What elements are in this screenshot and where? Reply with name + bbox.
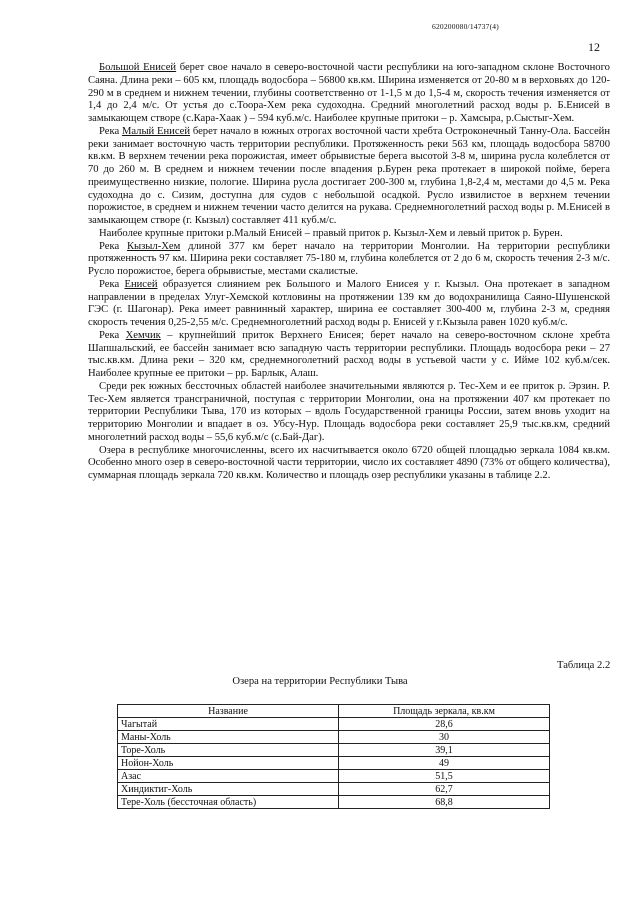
lake-name: Торе-Холь	[118, 744, 339, 757]
column-header-name: Название	[118, 705, 339, 718]
paragraph-tes-khem	[88, 381, 610, 445]
lake-name: Азас	[118, 770, 339, 783]
table-row	[118, 744, 550, 757]
column-header-area: Площадь зеркала, кв.км	[339, 705, 550, 718]
paragraph-maly-yenisei	[88, 126, 610, 228]
table-row	[118, 718, 550, 731]
lake-area: 68,8	[339, 796, 550, 809]
table-row	[118, 770, 550, 783]
lake-area: 51,5	[339, 770, 550, 783]
document-id: 620200080/14737(4)	[432, 22, 499, 31]
paragraph-tributaries	[88, 228, 610, 241]
table-header-row	[118, 705, 550, 718]
paragraph-prefix: Река	[99, 125, 122, 137]
paragraph-text: Среди рек южных бессточных областей наиболее значительными являются р. Тес-Хем и ее приток р. Эрзин. Р. Тес-Хем является трансграничной, поступая с территории Монголии, она на протяжении 407 км протекает по территории Республики Тыва, 170 из которых – вдоль Государственной границы России, затем вновь уходит на территорию Монголии и впадает в оз. Убсу-Нур. Площадь водосбора реки составляет 25,9 тыс.кв.км, средний многолетний расход воды – 55,6 куб.м/с (с.Бай-Даг).	[88, 380, 610, 443]
lake-name: Маны-Холь	[118, 731, 339, 744]
body-text	[88, 62, 610, 483]
paragraph-text: образуется слиянием рек Большого и Малого Енисея у г. Кызыл. Она протекает в западном направлении в пределах Улуг-Хемской котловины на протяжении 139 км до водохранилища Саяно-Шушенской ГЭС (г. Шагонар). Река имеет равнинный характер, ширина ее составляет 300-400 м, глубина 2-3 м, средняя скорость течения 0,25-2,55 м/с. Среднемноголетний расход воды р. Енисей у г.Кызыла равен 1020 куб.м/с.	[88, 278, 610, 328]
table-row	[118, 731, 550, 744]
paragraph-yenisei	[88, 279, 610, 330]
lake-name: Хиндиктиг-Холь	[118, 783, 339, 796]
paragraph-text: Озера в республике многочисленны, всего их насчитывается около 6720 общей площадью зеркала 1084 кв.км. Особенно много озер в северо-восточной части территории, число их составляет 4890 (73% от общего количества), суммарная площадь зеркала 720 кв.км. Количество и площадь озер республики указаны в таблице 2.2.	[88, 444, 610, 481]
lake-area: 62,7	[339, 783, 550, 796]
paragraph-prefix: Река	[99, 329, 126, 341]
river-name: Енисей	[124, 278, 158, 290]
paragraph-bolshoy-yenisei	[88, 62, 610, 126]
table-label: Таблица 2.2	[557, 660, 611, 671]
river-name: Малый Енисей	[121, 125, 191, 137]
lake-area: 39,1	[339, 744, 550, 757]
river-name: Хемчик	[125, 329, 161, 341]
paragraph-text: Наиболее крупные притоки р.Малый Енисей – правый приток р. Кызыл-Хем и левый приток р. Бурен.	[99, 227, 563, 239]
paragraph-text: длиной 377 км берет начало на территории Монголии. На территории республики протяженность 97 км. Ширина реки составляет 75-180 м, глубина колеблется от 2 до 6 м, скорость течения 2-3 м/с. Русло порожистое, берега обрывистые, местами скалистые.	[88, 240, 610, 277]
lake-name: Нойон-Холь	[118, 757, 339, 770]
paragraph-text: берет начало в южных отрогах восточной части хребта Остроконечный Танну-Ола. Бассейн реки занимает восточную часть территории республики. Протяженность реки 563 км, площадь водосбора 58700 кв.км. В верхнем течении река порожистая, имеет обрывистые берега высотой 3-8 м, ширина русла колеблется от 70 до 260 м. В среднем и нижнем течении после впадения р.Бурен река протекает в широкой пойме, берега преимущественно низкие, пологие. Ширина русла достигает 200-300 м, глубина 1,8-2,4 м, местами до 4,5 м. Река судоходна до с. Сизим, доступна для судов с небольшой осадкой. Русло извилистое в верхнем течении порожистое, в среднем и нижнем течении часто делится на рукава. Среднемноголетний расход воды р. М.Енисей в замыкающем створе (г. Кызыл) составляет 411 куб.м/с.	[88, 125, 611, 226]
paragraph-lakes	[88, 445, 610, 483]
page-number: 12	[588, 40, 600, 54]
paragraph-prefix: Река	[99, 278, 125, 290]
lake-area: 49	[339, 757, 550, 770]
river-name: Кызыл-Хем	[126, 240, 181, 252]
paragraph-kyzyl-khem	[88, 241, 610, 279]
lake-area: 30	[339, 731, 550, 744]
river-name: Большой Енисей	[99, 62, 177, 73]
table-row	[118, 757, 550, 770]
paragraph-text: берет свое начало в северо-восточной части республики на юго-западном склоне Восточного Саяна. Длина реки – 605 км, площадь водосбора – 56800 кв.км. Ширина изменяется от 20-80 м в верховьях до 120-290 м в среднем и нижнем течении, глубины соответственно от 1-1,5 м до 1,5-4 м, скорость течения изменяется от 1,4 до 2,4 м/с. От устья до с.Тоора-Хем река судоходна. Средний многолетний расход воды р. Б.Енисей в замыкающем створе (с.Кара-Хаак ) – 594 куб.м/с. Наиболее крупные притоки – р. Хамсыра, р.Сыстыг-Хем.	[88, 62, 610, 124]
lake-area: 28,6	[339, 718, 550, 731]
lake-name: Чагытай	[118, 718, 339, 731]
table-row	[118, 796, 550, 809]
lake-name: Тере-Холь (бессточная область)	[118, 796, 339, 809]
paragraph-text: – крупнейший приток Верхнего Енисея; берет начало на северо-восточном склоне хребта Шапшальский, ее бассейн занимает всю западную часть территории республики. Площадь водосбора реки – 27 тыс.кв.км. Длина реки – 320 км, среднемноголетний расход воды в устьевой части у с. Ийме 102 куб.м/сек. Наиболее крупные ее притоки – рр. Барлык, Алаш.	[88, 329, 610, 379]
paragraph-prefix: Река	[99, 240, 127, 252]
paragraph-khemchik	[88, 330, 610, 381]
lakes-table	[117, 704, 550, 809]
table-row	[118, 783, 550, 796]
table-title: Озера на территории Республики Тыва	[232, 676, 408, 687]
